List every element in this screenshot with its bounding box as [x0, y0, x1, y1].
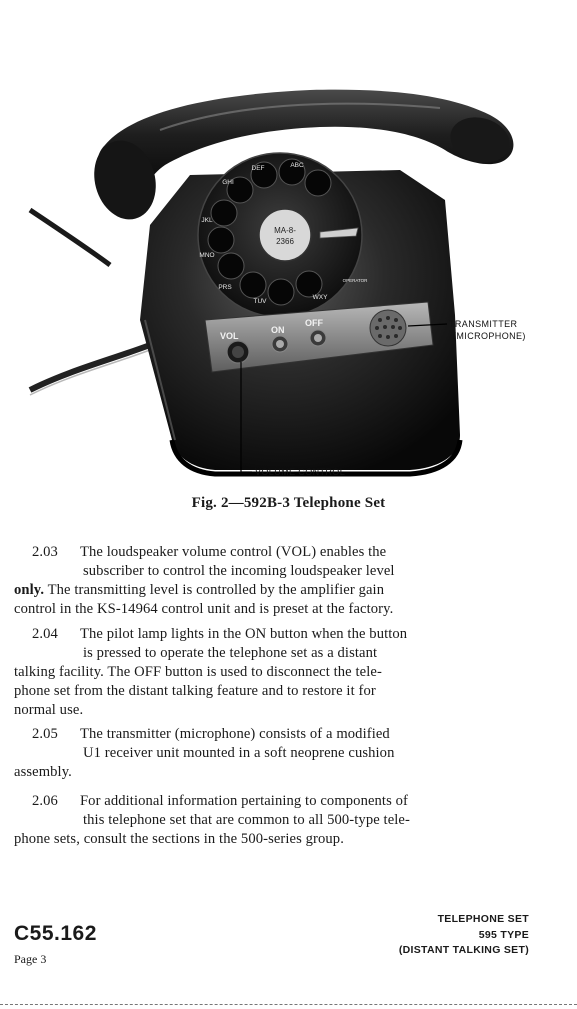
paragraph-text: phone set from the distant talking feature and to restore it for	[14, 683, 376, 699]
dial-card-text-1: MA-8-	[274, 226, 296, 235]
paragraph-2-03	[14, 543, 530, 619]
paragraph-text: For additional information pertaining to components of	[79, 793, 408, 809]
dial-letters-abc: ABC	[290, 162, 304, 169]
transmitter-callout-line2: (MICROPHONE)	[453, 331, 526, 341]
paragraph-text: The pilot lamp lights in the ON button when the button	[79, 626, 408, 642]
paragraph-text: The transmitter (microphone) consists of a modified	[79, 726, 390, 742]
cord	[30, 210, 150, 395]
dial-letters-prs: PRS	[218, 284, 232, 291]
title-line-2: 595 TYPE	[478, 928, 529, 941]
dial-letters-ghi: GHI	[222, 179, 234, 186]
paragraph-2-06	[14, 792, 530, 849]
dial-letters-operator: OPERATOR	[342, 278, 368, 283]
dial-letters-wxy: WXY	[312, 294, 328, 301]
paragraph-2-05	[14, 725, 530, 782]
dial-letters-def: DEF	[251, 165, 265, 172]
title-line-3: (DISTANT TALKING SET)	[398, 944, 529, 956]
paragraph-text: assembly.	[14, 764, 72, 780]
paragraph-text: control in the KS-14964 control unit and is preset at the factory.	[14, 601, 394, 617]
bold-word: only.	[14, 582, 45, 598]
paragraph-text: this telephone set that are common to all 500-type tele-	[83, 812, 410, 828]
transmitter-callout-line1: TRANSMITTER	[449, 319, 518, 329]
panel-off-label: OFF	[305, 318, 323, 328]
paragraph-text: subscriber to control the incoming loudspeaker level	[83, 563, 395, 579]
panel-on-label: ON	[271, 325, 285, 335]
paragraph-number: 2.05	[32, 726, 58, 742]
page-number: Page 3	[14, 952, 47, 966]
document-title-block	[399, 912, 529, 959]
dial-letters-jkl: JKL	[201, 217, 213, 224]
panel-vol-label: VOL	[220, 331, 239, 341]
paragraph-text: phone sets, consult the sections in the 500-series group.	[14, 831, 344, 847]
bottom-rule	[0, 1004, 577, 1005]
paragraph-number: 2.04	[32, 626, 58, 642]
paragraph-text: normal use.	[14, 702, 84, 718]
document-code: C55.162	[14, 922, 97, 945]
paragraph-number: 2.06	[32, 793, 58, 809]
dial-card-text-2: 2366	[276, 237, 294, 246]
transmitter-callout	[449, 318, 526, 342]
telephone-photo	[0, 0, 577, 490]
paragraph-text: The loudspeaker volume control (VOL) enables the	[79, 544, 387, 560]
rotary-dial	[198, 153, 362, 317]
paragraph-text: U1 receiver unit mounted in a soft neoprene cushion	[83, 745, 395, 761]
figure-caption: Fig. 2—592B-3 Telephone Set	[191, 495, 386, 511]
paragraph-2-04	[14, 625, 530, 720]
dial-letters-tuv: TUV	[253, 298, 267, 305]
paragraph-text: talking facility. The OFF button is used to disconnect the tele-	[14, 664, 382, 680]
title-line-1: TELEPHONE SET	[437, 913, 529, 925]
paragraph-number: 2.03	[32, 544, 58, 560]
paragraph-text: The transmitting level is controlled by the amplifier gain	[44, 582, 385, 598]
volume-control-callout: VOLUME CONTROL	[255, 467, 346, 477]
paragraph-text: is pressed to operate the telephone set as a distant	[83, 645, 378, 661]
dial-letters-mno: MNO	[199, 252, 215, 259]
